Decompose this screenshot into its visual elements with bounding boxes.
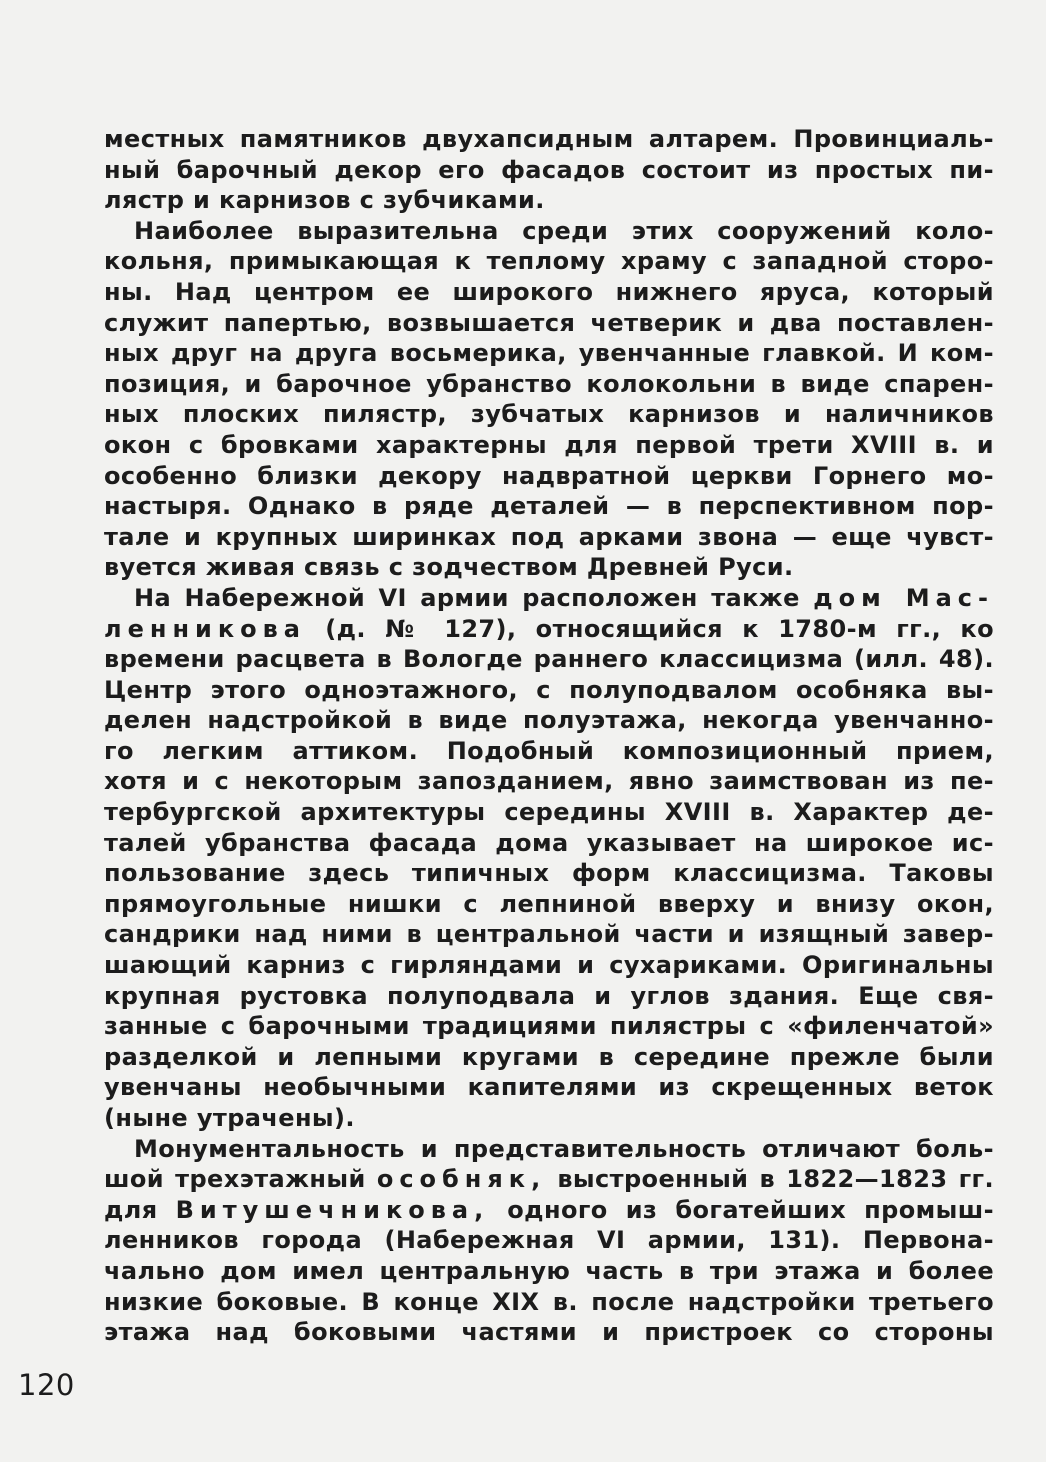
text-line: ных плоских пилястр, зубчатых карнизов и наличников (104, 400, 994, 429)
text-line: шающий карниз с гирляндами и сухариками. Оригинальны (104, 951, 994, 980)
text-line: талей убранства фасада дома указывает на широкое ис- (104, 828, 994, 857)
text-line: этажа над боковыми частями и пристроек со стороны (104, 1318, 994, 1347)
emphasized-name: ленникова (104, 614, 306, 643)
text-line: увенчаны необычными капителями из скрещенных веток (104, 1073, 994, 1102)
text-line: ных друг на друга восьмерика, увенчанные главкой. И ком- (104, 339, 994, 368)
text-line: ны. Над центром ее широкого нижнего яруса, который (104, 277, 994, 306)
text-line: Монументальность и представительность отличают боль- (134, 1134, 994, 1163)
emphasized-name: особняк, (376, 1165, 547, 1194)
text-line: (ныне утрачены). (104, 1104, 355, 1132)
text-line: Наиболее выразительна среди этих сооружений коло- (134, 216, 994, 245)
emphasized-name: Витушечникова, (175, 1195, 490, 1224)
text-line: времени расцвета в Вологде раннего классицизма (илл. 48). (104, 645, 994, 674)
text-segment: одного из богатейших промыш- (507, 1195, 994, 1224)
emphasized-name: дом Мас- (813, 583, 994, 612)
text-line: делен надстройкой в виде полуэтажа, некогда увенчанно- (104, 706, 994, 735)
text-line: низкие боковые. В конце XIX в. после надстройки третьего (104, 1287, 994, 1316)
text-line: хотя и с некоторым запозданием, явно заимствован из пе- (104, 767, 994, 796)
body-text (104, 124, 994, 1348)
text-line: прямоугольные нишки с лепниной вверху и внизу окон, (104, 889, 994, 918)
text-line (104, 614, 994, 645)
text-line: чально дом имел центральную часть в три этажа и более (104, 1256, 994, 1285)
text-line: лястр и карнизов с зубчиками. (104, 186, 545, 215)
text-line: го легким аттиком. Подобный композиционный прием, (104, 736, 994, 765)
text-line: настыря. Однако в ряде деталей — в перспективном пор- (104, 492, 994, 521)
text-line: сандрики над ними в центральной части и изящный завер- (104, 920, 994, 949)
text-line: Центр этого одноэтажного, с полуподвалом особняка вы- (104, 675, 994, 704)
text-line: разделкой и лепными кругами в середине прежле были (104, 1042, 994, 1071)
text-segment: На Набережной VI армии расположен также (134, 583, 800, 612)
page-number: 120 (18, 1368, 75, 1402)
text-line (104, 1164, 994, 1195)
text-line: окон с бровками характерны для первой трети XVIII в. и (104, 430, 994, 459)
text-line: крупная рустовка полуподвала и углов здания. Еще свя- (104, 981, 994, 1010)
text-line: служит папертью, возвышается четверик и два поставлен- (104, 308, 994, 337)
text-segment: для (104, 1195, 158, 1224)
text-segment: выстроенный в 1822—1823 гг. (557, 1165, 994, 1194)
text-line: местных памятников двухапсидным алтарем. Провинциаль- (104, 125, 994, 153)
text-line: особенно близки декору надвратной церкви Горнего мо- (104, 461, 994, 490)
text-line (104, 583, 994, 614)
text-line: вуется живая связь с зодчеством Древней Руси. (104, 553, 794, 582)
text-line: занные с барочными традициями пилястры с «филенчатой» (104, 1012, 994, 1041)
text-line: ленников города (Набережная VI армии, 131). Первона- (104, 1226, 994, 1255)
text-segment: шой трехэтажный (104, 1165, 366, 1194)
text-line: тербургской архитектуры середины XVIII в. Характер де- (104, 798, 994, 827)
text-line (104, 1195, 994, 1226)
text-segment: (д. № 127), относящийся к 1780-м гг., ко (325, 614, 994, 643)
text-line: позиция, и барочное убранство колокольни в виде спарен- (104, 369, 994, 398)
text-line: тале и крупных ширинках под арками звона — еще чувст- (104, 522, 994, 551)
text-line: пользование здесь типичных форм классицизма. Таковы (104, 859, 994, 888)
text-line: ный барочный декор его фасадов состоит из простых пи- (104, 155, 994, 184)
text-line: кольня, примыкающая к теплому храму с западной сторо- (104, 247, 994, 276)
